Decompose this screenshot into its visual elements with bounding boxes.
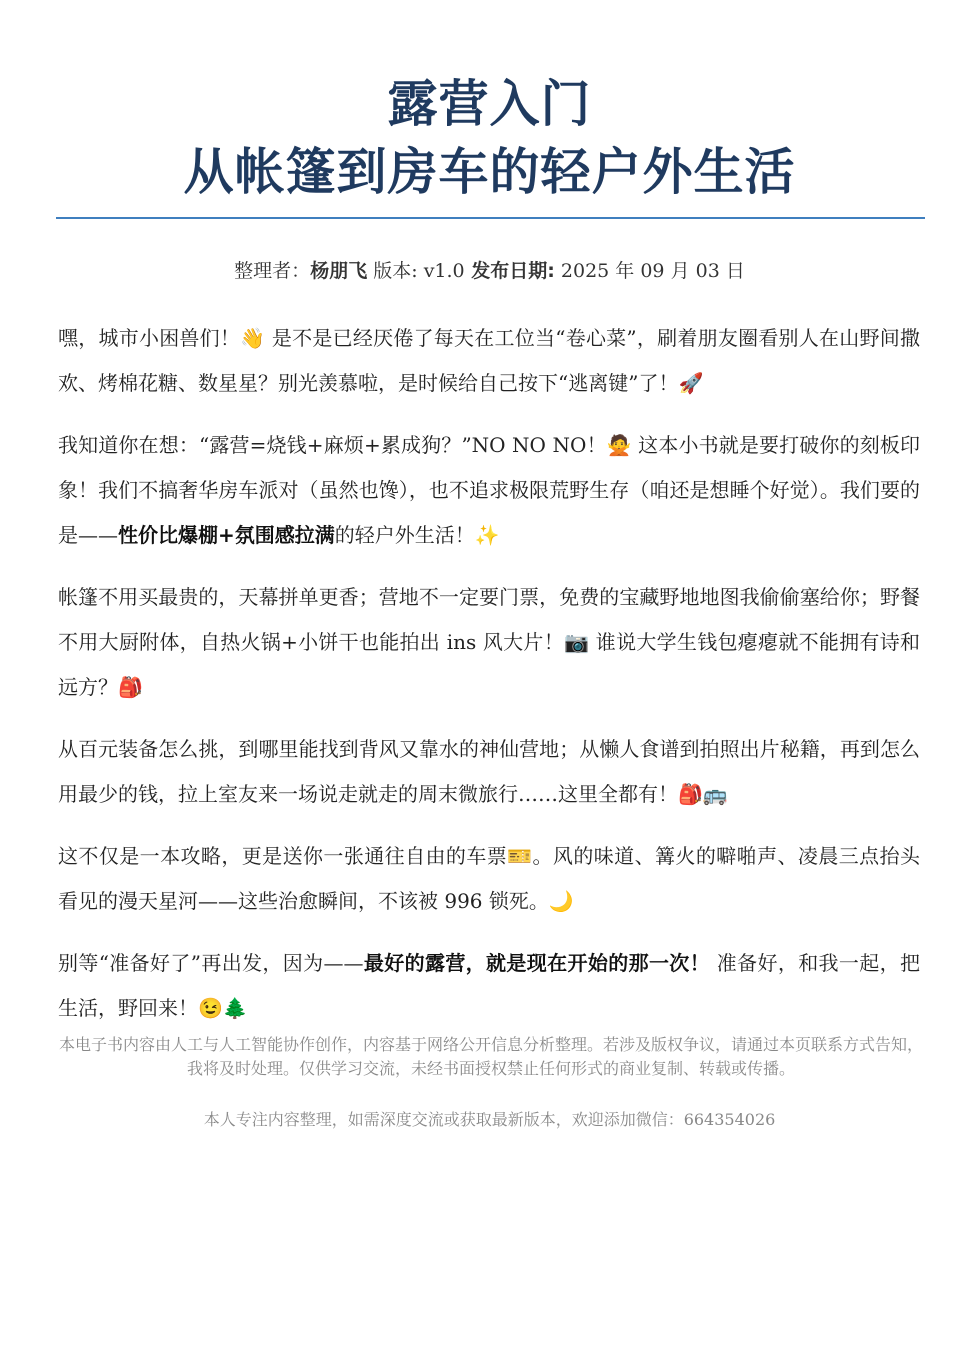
title-line-1: 露营入门: [387, 75, 592, 133]
paragraph-gear: 帐篷不用买最贵的，天幕拼单更香；营地不一定要门票，免费的宝藏野地地图我偷偷塞给你；野餐不用大厨附体，自热火锅+小饼干也能拍出 ins 风大片！📷 谁说大学生钱包瘪瘪就不能拥有诗和远方？🎒: [58, 585, 920, 699]
organizer-name: 杨朋飞: [310, 260, 368, 282]
date-label: 发布日期:: [464, 260, 555, 282]
paragraph-mindset-post: 的轻户外生活！✨: [334, 523, 500, 547]
paragraph-contents: 从百元装备怎么挑，到哪里能找到背风又靠水的神仙营地；从懒人食谱到拍照出片秘籍，再到怎么用最少的钱，拉上室友来一场说走就走的周末微旅行……这里全都有！🎒🚌: [58, 737, 920, 806]
version-value: v1.0: [417, 260, 465, 282]
organizer-label: 整理者：: [234, 260, 311, 282]
date-value: 2025 年 09 月 03 日: [554, 260, 745, 282]
body-content: [58, 316, 920, 1048]
paragraph-call-to-action: [58, 941, 920, 1031]
contact-line: 本人专注内容整理，如需深度交流或获取最新版本，欢迎添加微信：664354026: [203, 1110, 776, 1129]
paragraph-freedom: 这不仅是一本攻略，更是送你一张通往自由的车票🎫。风的味道、篝火的噼啪声、凌晨三点抬头看见的漫天星河——这些治愈瞬间，不该被 996 锁死。🌙: [58, 844, 920, 913]
paragraph-mindset: [58, 423, 920, 558]
meta-line: [0, 256, 979, 283]
title-line-2: 从帐篷到房车的轻户外生活: [183, 143, 796, 201]
paragraph-cta-post: 准备好，和我一起，把生活，野回来！😉🌲: [58, 951, 921, 1020]
paragraph-cta-pre: 别等“准备好了”再出发，因为——: [58, 951, 364, 975]
title-divider: [56, 217, 925, 219]
title-block: [0, 70, 979, 206]
paragraph-mindset-emphasis: 性价比爆棚+氛围感拉满: [118, 523, 335, 547]
paragraph-mindset-pre: 我知道你在想：“露营=烧钱+麻烦+累成狗？”NO NO NO！🙅 这本小书就是要打破你的刻板印象！我们不搞奢华房车派对（虽然也馋），也不追求极限荒野生存（咱还是想睡个好觉）。我们要的是——: [58, 433, 920, 547]
version-label: 版本:: [367, 260, 418, 282]
copyright-disclaimer: 本电子书内容由人工与人工智能协作创作，内容基于网络公开信息分析整理。若涉及版权争议，请通过本页联系方式告知，我将及时处理。仅供学习交流，未经书面授权禁止任何形式的商业复制、转载或传播。: [58, 1035, 923, 1078]
paragraph-intro: 嘿，城市小困兽们！👋 是不是已经厌倦了每天在工位当“卷心菜”，刷着朋友圈看别人在山野间撒欢、烤棉花糖、数星星？别光羡慕啦，是时候给自己按下“逃离键”了！🚀: [58, 326, 920, 395]
paragraph-cta-emphasis: 最好的露营，就是现在开始的那一次！: [363, 951, 711, 975]
